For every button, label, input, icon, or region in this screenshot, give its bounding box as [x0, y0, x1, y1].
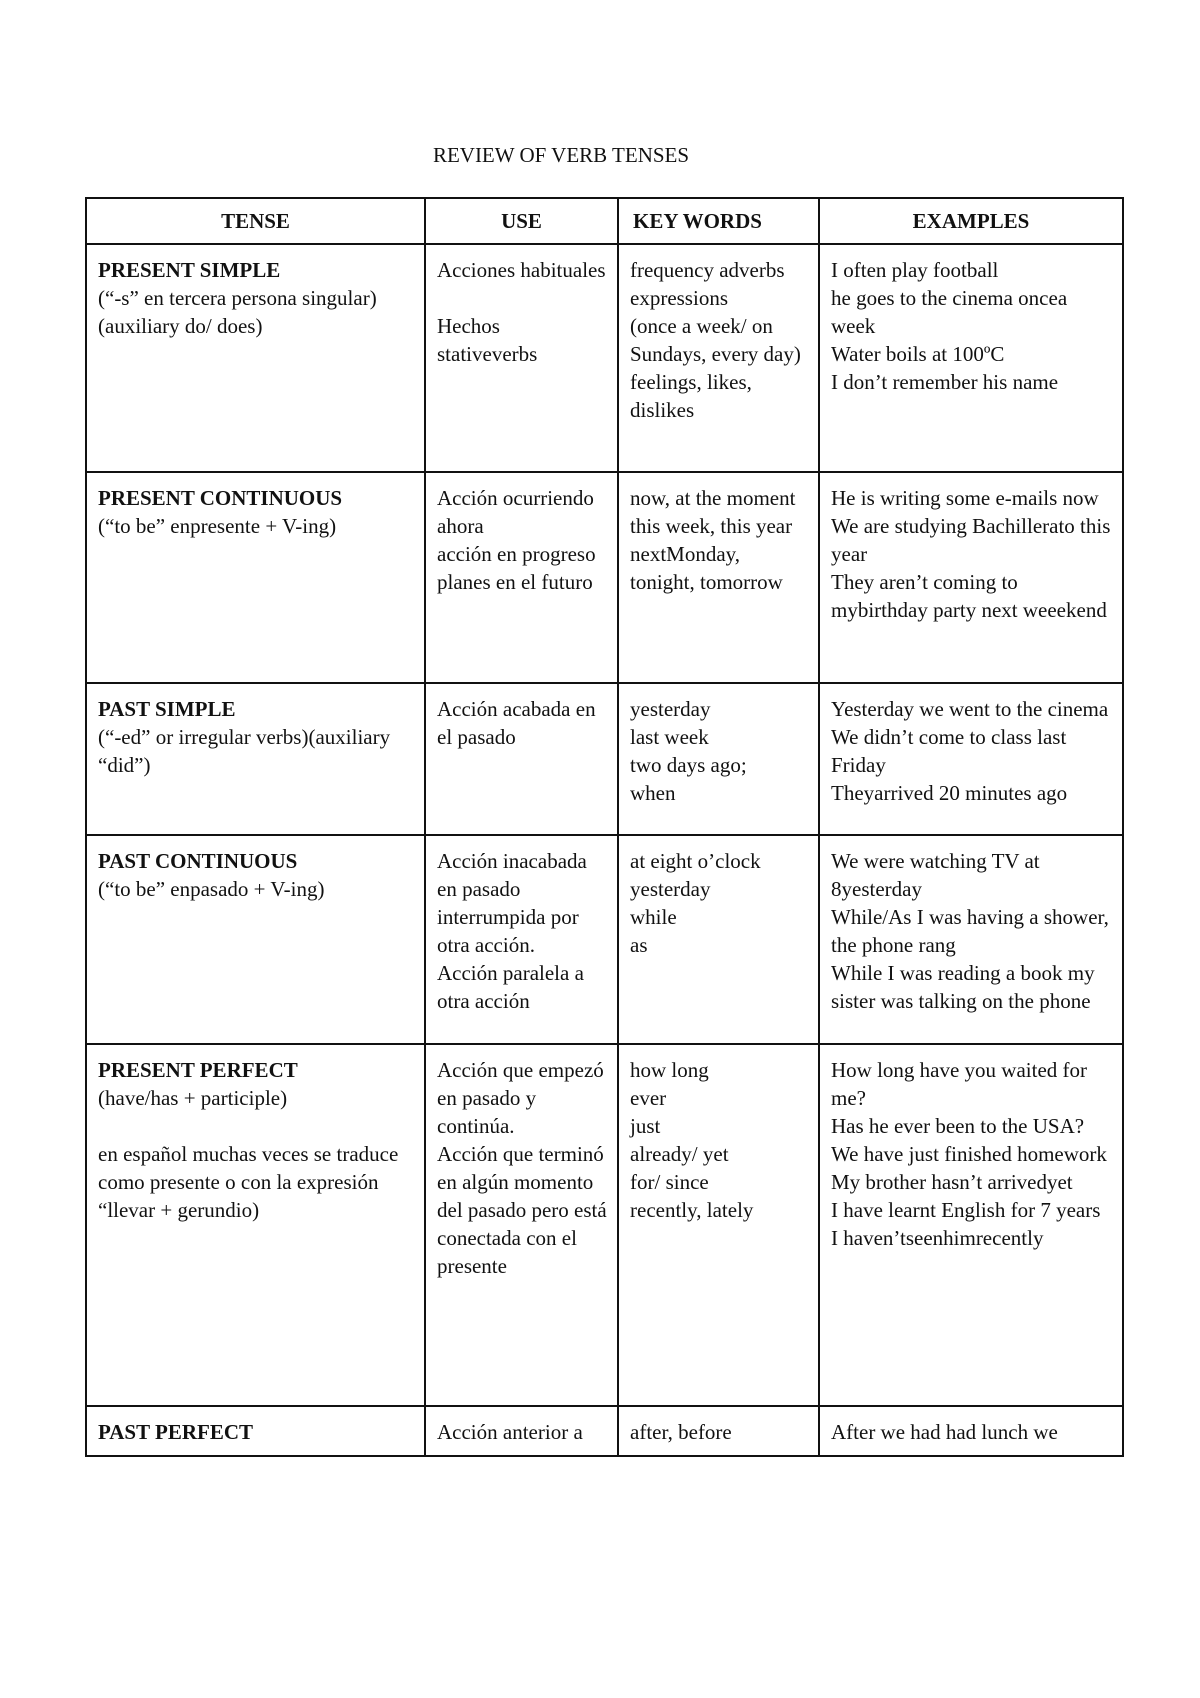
spacer: [98, 1112, 415, 1140]
table-row: [86, 1406, 1123, 1456]
use-cell: Acción que empezó en pasado y continúa. Acción que terminó en algún momento del pasado pero está conectada con el presente: [425, 1044, 618, 1406]
tense-name: PRESENT SIMPLE: [98, 258, 281, 282]
table-row: [86, 683, 1123, 835]
tense-cell: [86, 683, 425, 835]
verb-tenses-table: [85, 197, 1124, 1457]
examples-cell: He is writing some e-mails now We are studying Bachillerato this year They aren’t coming to mybirthday party next weeekend: [819, 472, 1123, 683]
tense-cell: [86, 472, 425, 683]
tense-name: PAST PERFECT: [98, 1420, 253, 1444]
table-row: [86, 244, 1123, 472]
key-words-cell: how long ever just already/ yet for/ since recently, lately: [618, 1044, 819, 1406]
examples-cell: I often play football he goes to the cinema oncea week Water boils at 100ºC I don’t remember his name: [819, 244, 1123, 472]
examples-cell: Yesterday we went to the cinema We didn’t come to class last Friday Theyarrived 20 minutes ago: [819, 683, 1123, 835]
tense-detail: (have/has + participle): [98, 1086, 288, 1110]
tense-name: PRESENT CONTINUOUS: [98, 486, 343, 510]
tense-name: PAST CONTINUOUS: [98, 849, 298, 873]
examples-cell: We were watching TV at 8yesterday While/As I was having a shower, the phone rang While I was reading a book my sister was talking on the phone: [819, 835, 1123, 1044]
key-words-cell: after, before: [618, 1406, 819, 1456]
header-key-words: KEY WORDS: [618, 198, 819, 244]
use-cell: Acciones habituales Hechos stativeverbs: [425, 244, 618, 472]
tense-note: en español muchas veces se traduce como presente o con la expresión “llevar + gerundio): [98, 1142, 399, 1222]
key-words-cell: at eight o’clock yesterday while as: [618, 835, 819, 1044]
tense-cell: [86, 1406, 425, 1456]
header-use: USE: [425, 198, 618, 244]
page-title: REVIEW OF VERB TENSES: [432, 143, 690, 167]
tense-name: PAST SIMPLE: [98, 697, 236, 721]
table-row: [86, 835, 1123, 1044]
tense-cell: [86, 835, 425, 1044]
examples-cell: How long have you waited for me? Has he ever been to the USA? We have just finished homework My brother hasn’t arrivedyet I have learnt English for 7 years I haven’tseenhimrecently: [819, 1044, 1123, 1406]
table-row: [86, 472, 1123, 683]
use-cell: Acción acabada en el pasado: [425, 683, 618, 835]
tense-cell: [86, 1044, 425, 1406]
examples-cell: After we had had lunch we: [819, 1406, 1123, 1456]
tense-detail: (“to be” enpresente + V-ing): [98, 514, 337, 538]
tense-cell: [86, 244, 425, 472]
table-header-row: [86, 198, 1123, 244]
key-words-cell: yesterday last week two days ago; when: [618, 683, 819, 835]
tense-detail: (“-s” en tercera persona singular) (auxiliary do/ does): [98, 286, 377, 338]
table-row: [86, 1044, 1123, 1406]
tense-detail: (“to be” enpasado + V-ing): [98, 877, 325, 901]
use-cell: Acción inacabada en pasado interrumpida por otra acción. Acción paralela a otra acción: [425, 835, 618, 1044]
key-words-cell: frequency adverbs expressions (once a week/ on Sundays, every day) feelings, likes, dislikes: [618, 244, 819, 472]
tense-detail: (“-ed” or irregular verbs)(auxiliary “did”): [98, 725, 391, 777]
use-cell: Acción ocurriendo ahora acción en progreso planes en el futuro: [425, 472, 618, 683]
key-words-cell: now, at the moment this week, this year nextMonday, tonight, tomorrow: [618, 472, 819, 683]
tense-name: PRESENT PERFECT: [98, 1058, 298, 1082]
use-cell: Acción anterior a: [425, 1406, 618, 1456]
header-examples: EXAMPLES: [819, 198, 1123, 244]
header-tense: TENSE: [86, 198, 425, 244]
